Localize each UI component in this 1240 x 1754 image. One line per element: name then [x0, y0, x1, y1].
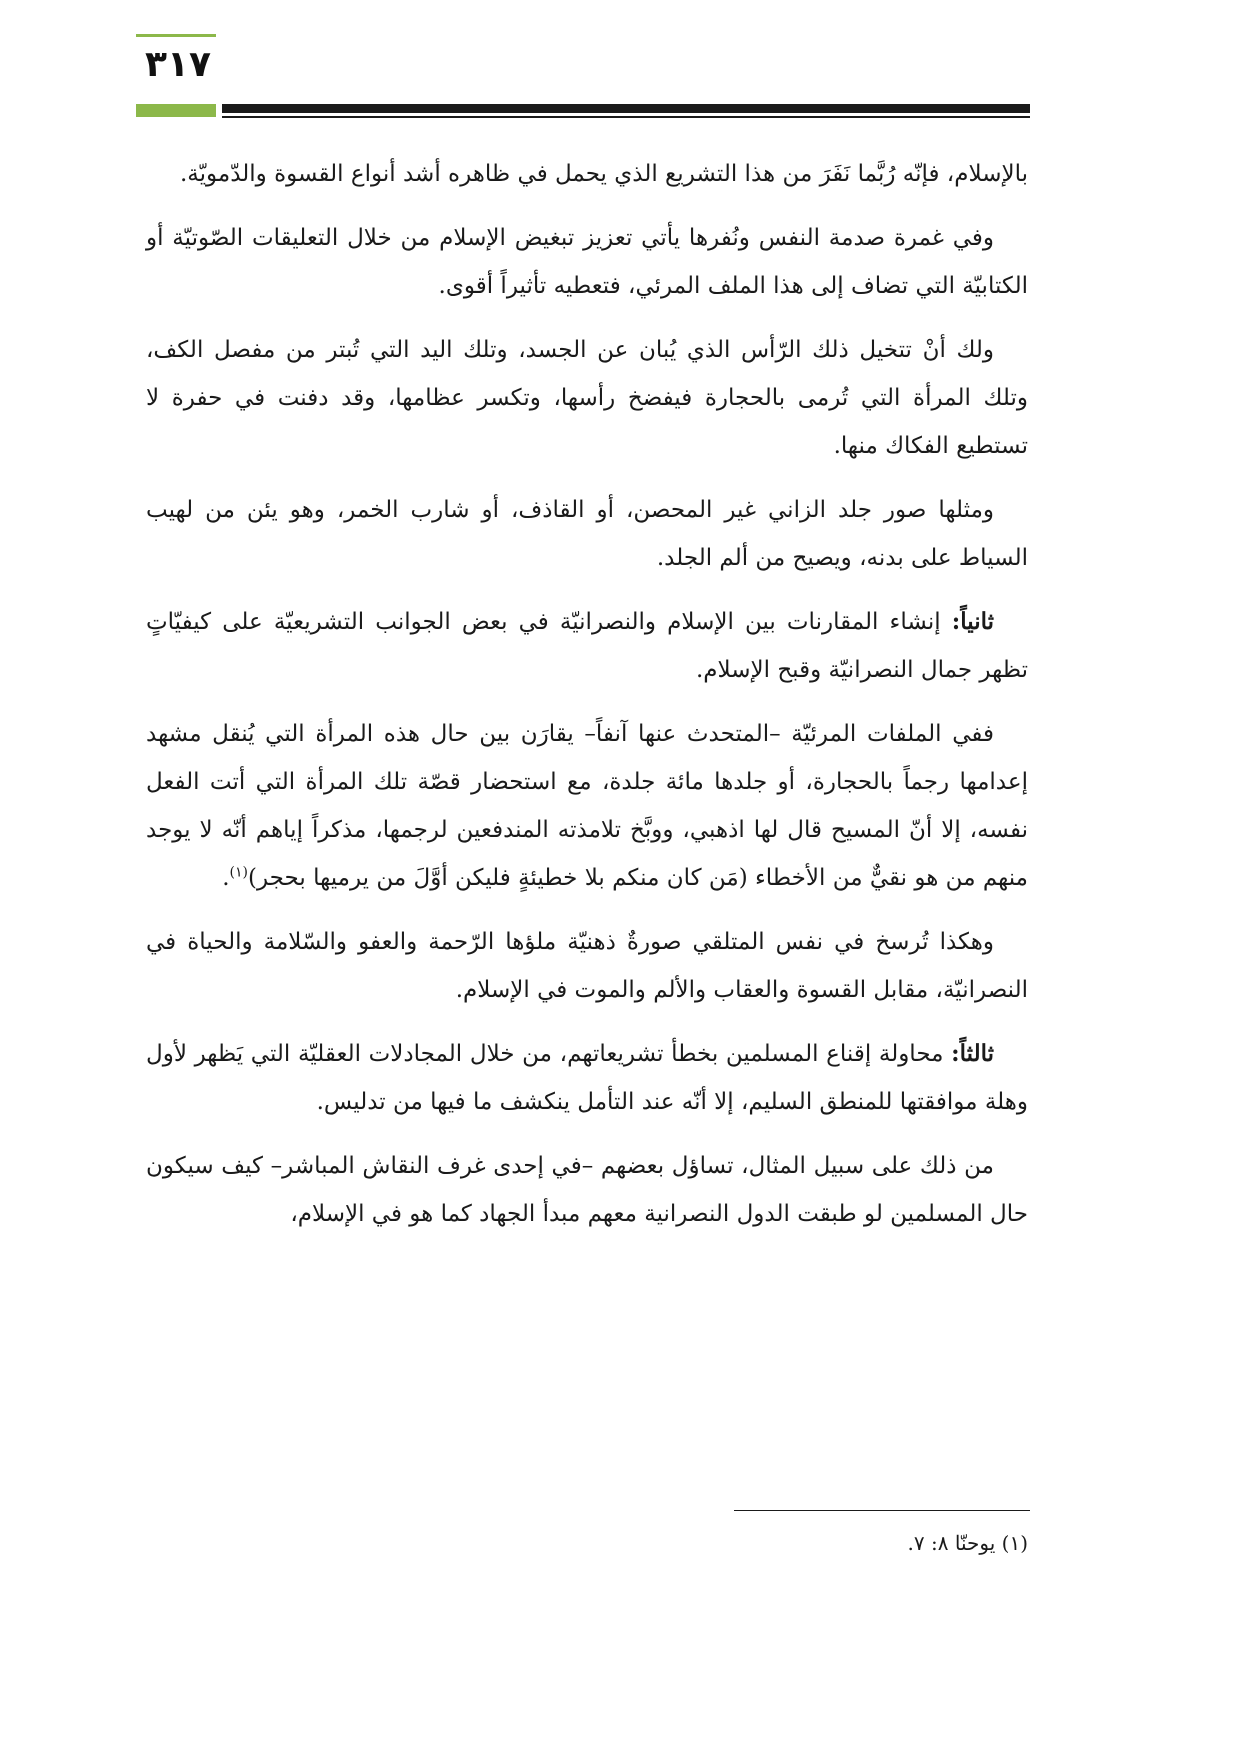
footnote-reference[interactable]: (١): [229, 864, 249, 881]
header-accent-block: [136, 104, 216, 117]
footnote: (١) يوحنّا ٨: ٧.: [907, 1531, 1028, 1555]
point-label: ثالثاً:: [951, 1040, 994, 1067]
header-accent-line: [136, 34, 216, 37]
paragraph: من ذلك على سبيل المثال، تساؤل بعضهم –في إحدى غرف النقاش المباشر– كيف سيكون حال المسلمين لو طبقت الدول النصرانية معهم مبدأ الجهاد كما هو في الإسلام،: [146, 1153, 1028, 1227]
paragraph: بالإسلام، فإنّه رُبَّما نَفَرَ من هذا التشريع الذي يحمل في ظاهره أشد أنواع القسوة والدّمويّة.: [179, 161, 1028, 187]
page-number: ٣١٧: [145, 44, 211, 85]
point-label: ثانياً:: [951, 608, 994, 635]
paragraph: ومثلها صور جلد الزاني غير المحصن، أو القاذف، أو شارب الخمر، وهو يئن من لهيب السياط على بدنه، ويصيح من ألم الجلد.: [146, 497, 1028, 571]
paragraph-point-two: ثانياً: إنشاء المقارنات بين الإسلام والنصرانيّة في بعض الجوانب التشريعيّة على كيفيّاتٍ تظهر جمال النصرانيّة وقبح الإسلام.: [146, 608, 1028, 683]
paragraph: وهكذا تُرسخ في نفس المتلقي صورةٌ ذهنيّة ملؤها الرّحمة والعفو والسّلامة والحياة في النصرانيّة، مقابل القسوة والعقاب والألم والموت في الإسلام.: [146, 929, 1028, 1003]
paragraph-point-three: ثالثاً: محاولة إقناع المسلمين بخطأ تشريعاتهم، من خلال المجادلات العقليّة التي يَظهر لأول وهلة موافقتها للمنطق السليم، إلا أنّه عند التأمل ينكشف ما فيها من تدليس.: [146, 1040, 1028, 1115]
paragraph: وفي غمرة صدمة النفس ونُفرها يأتي تعزيز تبغيض الإسلام من خلال التعليقات الصّوتيّة أو الكتابيّة التي تضاف إلى هذا الملف المرئي، فتعطيه تأثيراً أقوى.: [146, 225, 1028, 299]
body-text: [146, 150, 1028, 1254]
header-rule-thin: [222, 116, 1030, 118]
paragraph: ولك أنْ تتخيل ذلك الرّأس الذي يُبان عن الجسد، وتلك اليد التي تُبتر من مفصل الكف، وتلك المرأة التي تُرمى بالحجارة فيفضخ رأسها، وتكسر عظامها، وقد دفنت في حفرة لا تستطيع الفكاك منها.: [146, 337, 1028, 459]
footnote-separator: [734, 1510, 1030, 1511]
header-rule-thick: [222, 104, 1030, 113]
paragraph: ففي الملفات المرئيّة –المتحدث عنها آنفاً– يقارَن بين حال هذه المرأة التي يُنقل مشهد إعدامها رجماً بالحجارة، أو جلدها مائة جلدة، مع استحضار قصّة تلك المرأة التي أتت الفعل نفسه، إلا أنّ المسيح قال لها اذهبي، ووبَّخ تلامذته المندفعين لرجمها، مذكراً إياهم أنّه لا يوجد منهم من هو نقيٌّ من الأخطاء (مَن كان منكم بلا خطيئةٍ فليكن أوَّلَ من يرميها بحجر)$^{(١)}$.: [146, 721, 1028, 891]
